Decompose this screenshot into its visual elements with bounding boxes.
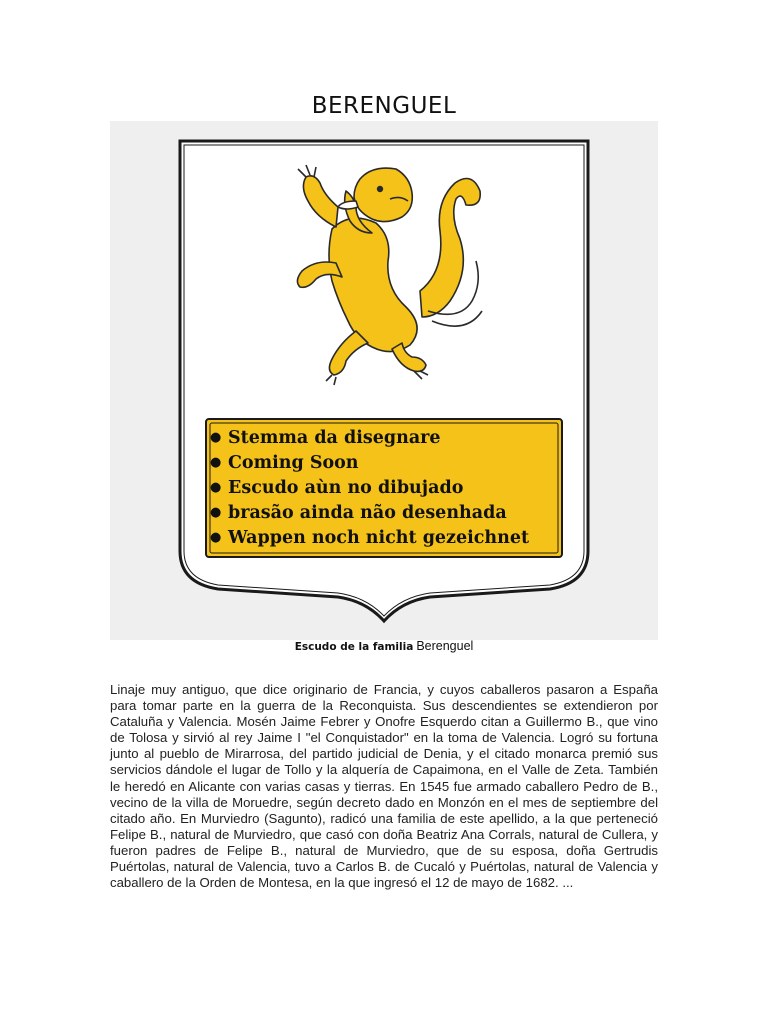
- notice-item: ● Wappen noch nicht gezeichnet: [210, 528, 530, 548]
- notice-item: ● Escudo aùn no dibujado: [210, 478, 464, 498]
- shield-image: [110, 121, 658, 640]
- coat-of-arms-figure: [110, 121, 658, 640]
- page-title: BERENGUEL: [311, 93, 457, 119]
- lineage-paragraph: Linaje muy antiguo, que dice originario de Francia, y cuyos caballeros pasaron a España para tomar parte en la guerra de la Reconquista. Sus descendientes se extendieron por Cataluña y Valencia. Mosén Jaime Febrer y Onofre Esquerdo citan a Guillermo B., que vino de Tolosa y sirvió al rey Jaime I "el Conquistador" en la toma de Valencia. Logró su fortuna junto al pueblo de Mirarrosa, del partido judicial de Denia, y el citado monarca premió sus servicios dándole el lugar de Tollo y la alquería de Capaimona, en el Valle de Zeta. También le heredó en Alicante con varias casas y tierras. En 1545 fue armado caballero Pedro de B., vecino de la villa de Moruedre, según decreto dado en Monzón en el mes de septiembre del citado año. En Murviedro (Sagunto), radicó una familia de este apellido, a la que perteneció Felipe B., natural de Murviedro, que casó con doña Beatriz Ana Corrals, natural de Cullera, y fueron padres de Felipe B., natural de Murviedro, que de su esposa, doña Gertrudis Puértolas, natural de Valencia, tuvo a Carlos B. de Cucaló y Puértolas, natural de Valencia y caballero de la Orden de Montesa, en la que ingresó el 12 de mayo de 1682. ...: [110, 682, 658, 891]
- notice-list: [210, 425, 590, 550]
- figure-caption: [0, 636, 768, 656]
- caption-family-name: Berenguel: [416, 639, 474, 653]
- caption-label: Escudo de la familia: [294, 641, 414, 653]
- notice-item: ● Stemma da disegnare: [210, 428, 441, 448]
- notice-item: ● Coming Soon: [210, 453, 359, 473]
- notice-item: ● brasão ainda não desenhada: [210, 503, 507, 523]
